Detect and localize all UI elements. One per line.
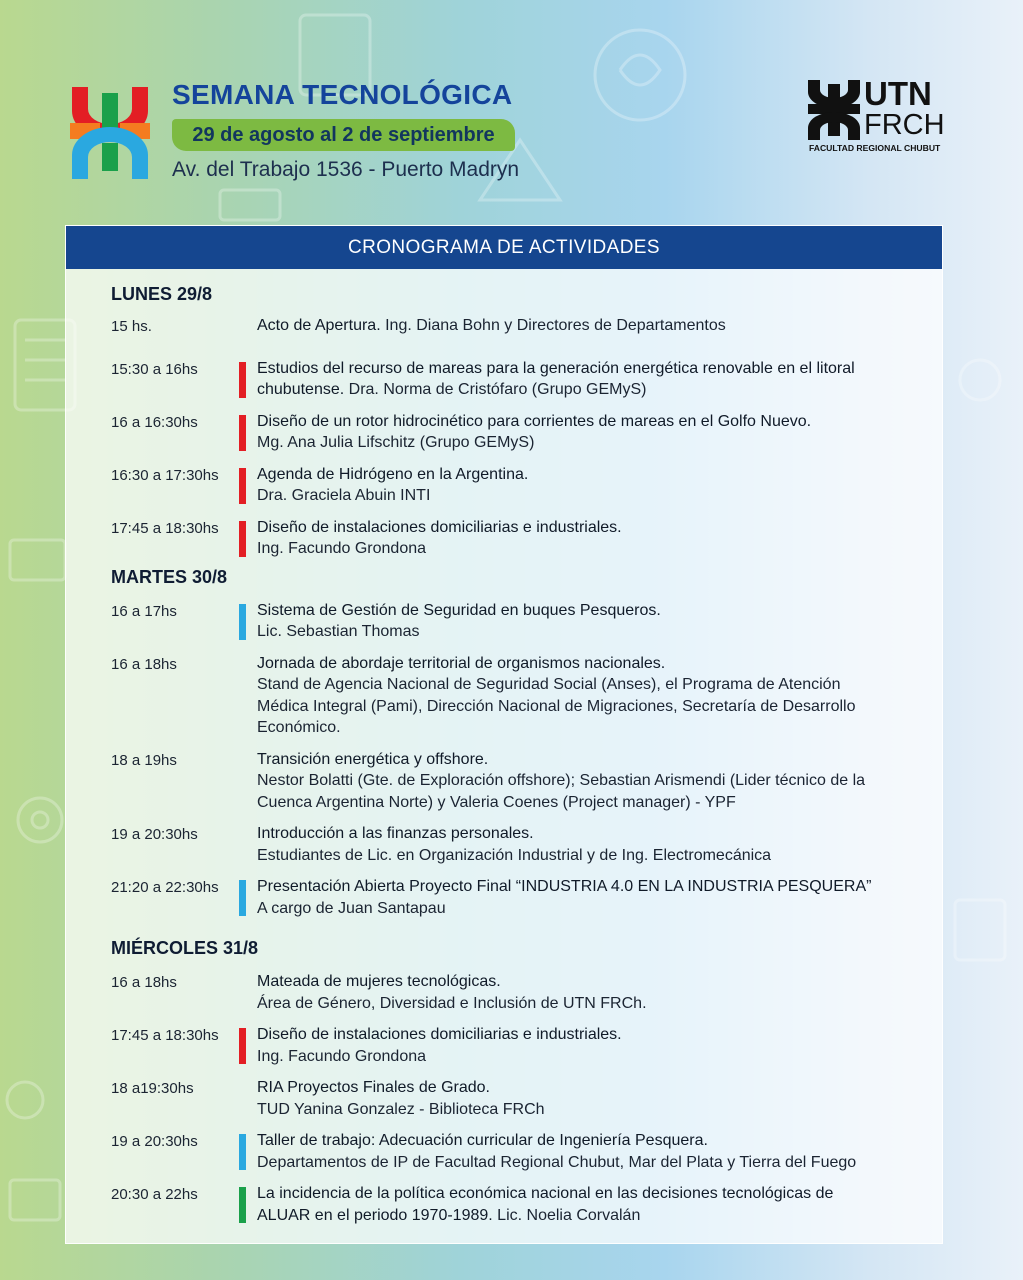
event-time: 19 a 20:30hs [111,826,198,843]
schedule-item [111,464,942,507]
event-title: Jornada de abordaje territorial de organismos nacionales. [257,654,666,672]
event-title: Agenda de Hidrógeno en la Argentina. [257,465,529,483]
event-time: 16 a 16:30hs [111,413,198,431]
category-marker-red [239,415,246,451]
event-detail: A cargo de Juan Santapau [257,899,446,917]
event-time: 18 a 19hs [111,751,177,769]
event-title: SEMANA TECNOLÓGICA [172,79,513,110]
semana-tecnologica-logo [68,85,152,181]
event-detail: Estudiantes de Lic. en Organización Industrial y de Ing. Electromecánica [257,846,772,864]
event-time: 16 a 18hs [111,655,177,673]
event-title: Transición energética y offshore. [257,750,489,768]
faculty-name: FACULTAD REGIONAL CHUBUT [809,143,941,153]
utn-frch-logo [806,75,946,160]
schedule-panel [65,225,943,1244]
event-time: 18 a19:30hs [111,1080,194,1097]
category-marker-blue [239,604,246,640]
event-time: 16 a 17hs [111,602,177,620]
event-detail: Ing. Diana Bohn y Directores de Departamentos [385,317,726,334]
event-title: Diseño de instalaciones domiciliarias e industriales. [257,518,622,536]
event-time: 16:30 a 17:30hs [111,466,219,484]
event-time: 15 hs. [111,318,152,335]
event-title: Mateada de mujeres tecnológicas. [257,973,501,990]
event-detail: Stand de Agencia Nacional de Seguridad Social (Anses), el Programa de Atención Médica Integral (Pami), Dirección Nacional de Migraciones, Secretaría de Desarrollo Económico. [257,676,856,736]
schedule-list [66,269,942,1226]
category-marker-red [239,362,246,398]
event-title: Introducción a las finanzas personales. [257,825,534,842]
frch-wordmark: FRCH [864,109,945,141]
event-time: 20:30 a 22hs [111,1186,198,1203]
day-heading-monday: LUNES 29/8 [111,284,213,304]
schedule-item [111,971,942,1014]
event-title: La incidencia de la política económica nacional en las decisiones tecnológicas de ALUAR en el periodo 1970-1989. [257,1185,834,1224]
category-marker-red [239,468,246,504]
event-time: 15:30 a 16hs [111,360,198,378]
schedule-item [111,1077,942,1120]
event-detail: Lic. Noelia Corvalán [497,1206,641,1224]
category-marker-red [239,521,246,557]
event-title: Acto de Apertura. [257,317,381,334]
utn-emblem-icon [806,80,862,140]
schedule-item [111,876,942,919]
utn-wordmark: UTN [864,75,932,112]
event-dates: 29 de agosto al 2 de septiembre [172,119,515,151]
schedule-item [111,749,942,814]
event-title: Sistema de Gestión de Seguridad en buques Pesqueros. [257,601,661,619]
event-time: 17:45 a 18:30hs [111,519,219,537]
schedule-item [111,1130,942,1173]
event-detail: Dra. Graciela Abuin INTI [257,487,431,504]
event-time: 16 a 18hs [111,974,177,991]
category-marker-blue [239,880,246,916]
schedule-item [111,1024,942,1067]
event-title: RIA Proyectos Finales de Grado. [257,1079,490,1096]
schedule-item [111,1183,942,1226]
event-time: 21:20 a 22:30hs [111,879,219,896]
event-detail: Área de Género, Diversidad e Inclusión de UTN FRCh. [257,994,647,1012]
category-marker-red [239,1028,246,1064]
event-time: 17:45 a 18:30hs [111,1027,219,1044]
event-detail: Lic. Sebastian Thomas [257,623,420,640]
event-title: Diseño de instalaciones domiciliarias e industriales. [257,1026,622,1043]
event-detail: Dra. Norma de Cristófaro (Grupo GEMyS) [348,381,647,398]
schedule-item [111,358,942,401]
schedule-item [111,411,942,454]
event-address: Av. del Trabajo 1536 - Puerto Madryn [172,158,520,181]
category-marker-green [239,1187,246,1223]
schedule-item [111,653,942,739]
schedule-item [111,315,942,338]
event-detail: Mg. Ana Julia Lifschitz (Grupo GEMyS) [257,434,535,451]
event-detail: Ing. Facundo Grondona [257,540,427,557]
event-title: Estudios del recurso de mareas para la generación energética renovable en el litoral chubutense. [257,359,855,398]
event-title: Taller de trabajo: Adecuación curricular de Ingeniería Pesquera. [257,1132,708,1149]
event-title: Diseño de un rotor hidrocinético para corrientes de mareas en el Golfo Nuevo. [257,412,812,430]
schedule-item [111,517,942,560]
event-title: Presentación Abierta Proyecto Final “INDUSTRIA 4.0 EN LA INDUSTRIA PESQUERA” [257,878,872,895]
event-time: 19 a 20:30hs [111,1133,198,1150]
event-detail: TUD Yanina Gonzalez - Biblioteca FRCh [257,1100,545,1118]
schedule-banner: CRONOGRAMA DE ACTIVIDADES [66,226,942,269]
category-marker-blue [239,1134,246,1170]
event-detail: Ing. Facundo Grondona [257,1047,427,1065]
event-detail: Departamentos de IP de Facultad Regional Chubut, Mar del Plata y Tierra del Fuego [257,1153,857,1171]
event-detail: Nestor Bolatti (Gte. de Exploración offshore); Sebastian Arismendi (Lider técnico de la Cuenca Argentina Norte) y Valeria Coenes (Project manager) - YPF [257,772,866,811]
schedule-item [111,600,942,643]
day-heading-wednesday: MIÉRCOLES 31/8 [111,938,259,958]
schedule-item [111,823,942,866]
day-heading-tuesday: MARTES 30/8 [111,566,228,587]
